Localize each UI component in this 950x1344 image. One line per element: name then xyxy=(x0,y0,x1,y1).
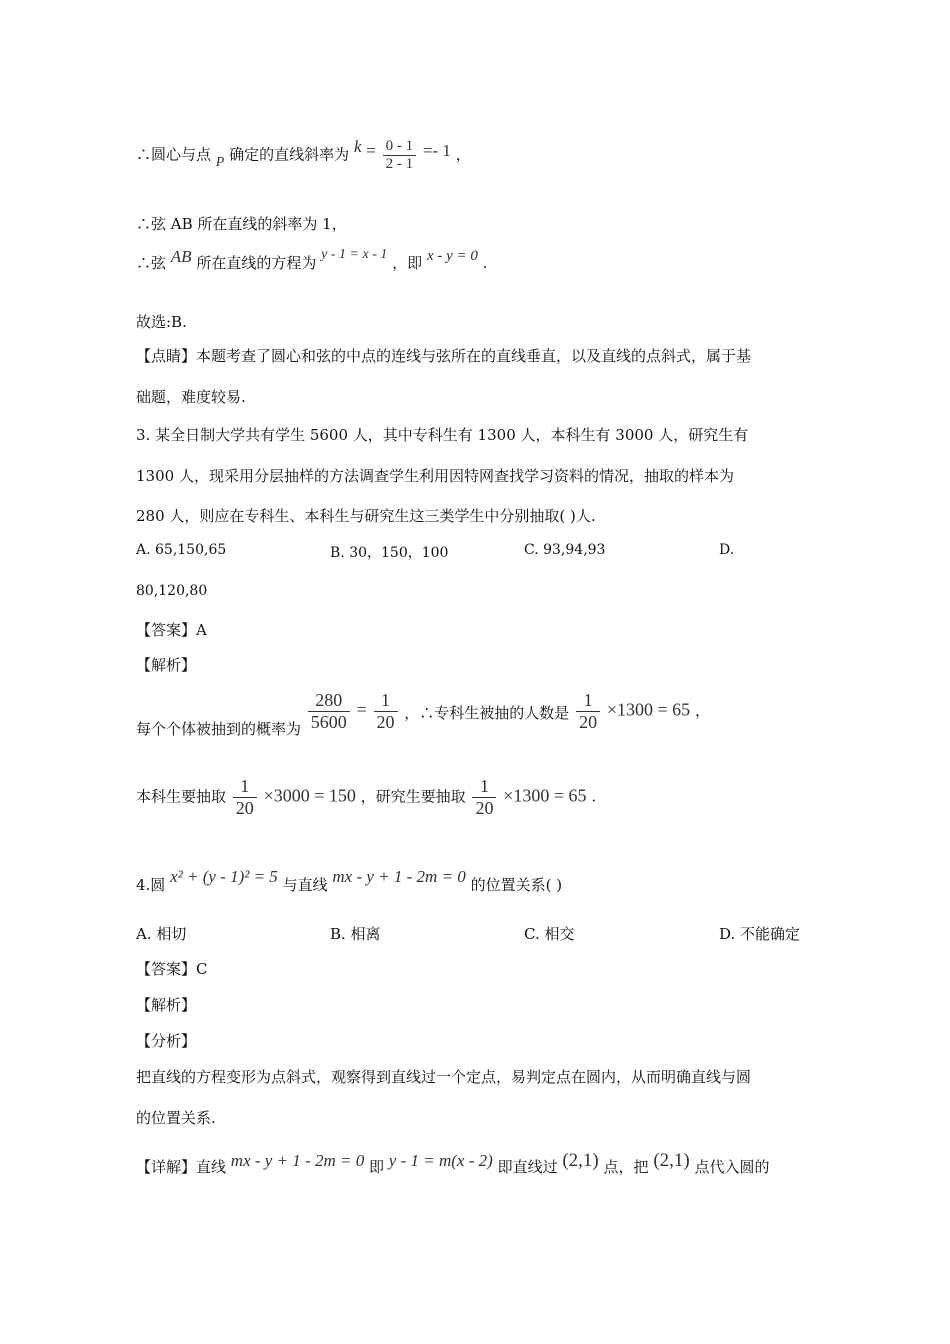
text: 【答案】C xyxy=(136,960,208,978)
q4-answer xyxy=(136,958,207,979)
fraction-numerator: 1 xyxy=(479,776,489,796)
fraction-1-20 xyxy=(374,690,398,733)
text: ，∴专科生被抽的人数是 xyxy=(404,703,570,722)
fraction-slope xyxy=(383,138,417,173)
text: 【解析】 xyxy=(136,996,197,1014)
text: 【解析】 xyxy=(136,656,197,674)
q3-line-1 xyxy=(136,424,748,445)
q3-solution-1 xyxy=(136,690,710,738)
text: 每个个体被抽到的概率为 xyxy=(136,719,302,738)
q4-option-b: B. 相离 xyxy=(330,925,381,943)
fraction-numerator: 1 xyxy=(583,690,593,710)
q4-option-a: A. 相切 xyxy=(136,925,187,943)
text: 的位置关系( ) xyxy=(470,876,563,894)
text: 的位置关系. xyxy=(136,1109,216,1127)
fraction-numerator: 1 xyxy=(240,776,250,796)
fraction-denominator: 5600 xyxy=(308,711,350,733)
remark-line-2 xyxy=(136,386,246,407)
text: ， xyxy=(694,701,710,720)
text: ∴圆心与点 xyxy=(136,145,212,164)
text: 4.圆 xyxy=(136,876,166,894)
text: 【详解】直线 xyxy=(136,1158,227,1176)
text: 280 人，则应在专科生、本科生与研究生这三类学生中分别抽取( )人. xyxy=(136,507,596,525)
math-circle-equation: x² + (y - 1)² = 5 xyxy=(170,867,278,886)
q3-option-d: D. xyxy=(719,542,735,558)
q4-fenxi-line-2 xyxy=(136,1107,216,1128)
text: 【分析】 xyxy=(136,1032,197,1050)
q3-line-3 xyxy=(136,505,596,526)
fraction-1-20 xyxy=(233,776,257,819)
fraction-1-20 xyxy=(472,776,496,819)
remark-line-1 xyxy=(136,345,751,366)
text: ∴弦 AB 所在直线的斜率为 1， xyxy=(136,215,347,233)
text: 【答案】A xyxy=(136,621,207,639)
fraction-denominator: 20 xyxy=(374,711,398,733)
text: ，研究生要抽取 xyxy=(360,787,466,806)
text: 确定的直线斜率为 xyxy=(229,145,350,164)
fraction-numerator: 1 xyxy=(381,690,391,710)
text: 3. 某全日制大学共有学生 5600 人，其中专科生有 1300 人，本科生有 3000 人，研究生有 xyxy=(136,426,749,444)
math-result: ×3000 = 150 xyxy=(263,785,356,806)
text: 故选:B. xyxy=(136,313,187,331)
text: . xyxy=(591,787,597,806)
q3-line-2 xyxy=(136,465,734,486)
text: ， xyxy=(455,145,471,164)
text: 所在直线的方程为 xyxy=(196,254,317,272)
q4-fenxi-label xyxy=(136,1030,196,1051)
choice-line xyxy=(136,311,187,332)
text: 点代入圆的 xyxy=(694,1158,770,1176)
q4-stem xyxy=(136,866,563,894)
math-line-equation: mx - y + 1 - 2m = 0 xyxy=(230,1151,365,1170)
math-eq1: y - 1 = x - 1 xyxy=(321,247,388,262)
q4-fenxi-line-1 xyxy=(136,1066,751,1087)
text: 1300 人，现采用分层抽样的方法调查学生利用因特网查找学习资料的情况，抽取的样本为 xyxy=(136,467,734,485)
q3-option-d-value: 80,120,80 xyxy=(136,583,208,599)
q3-answer xyxy=(136,619,207,640)
q4-option-c: C. 相交 xyxy=(524,925,575,943)
text: 【点睛】本题考查了圆心和弦的中点的连线与弦所在的直线垂直，以及直线的点斜式，属于基 xyxy=(136,347,752,365)
fraction-280-5600 xyxy=(308,690,350,733)
q3-option-c: C. 93,94,93 xyxy=(524,542,606,558)
math-line-equation: mx - y + 1 - 2m = 0 xyxy=(332,867,466,886)
math-eq2: x - y = 0 xyxy=(426,248,478,264)
fraction-denominator: 20 xyxy=(472,797,496,819)
chord-equation-line xyxy=(136,247,488,273)
q3-option-a: A. 65,150,65 xyxy=(136,542,227,558)
text: 即直线过 xyxy=(497,1158,558,1176)
math-eq: = xyxy=(356,699,367,720)
text: 把直线的方程变形为点斜式，观察得到直线过一个定点，易判定点在圆内，从而明确直线与圆 xyxy=(136,1068,752,1086)
q4-option-d: D. 不能确定 xyxy=(719,925,801,943)
slope-line xyxy=(136,138,471,173)
text: 本科生要抽取 xyxy=(136,787,227,806)
text: . xyxy=(482,254,488,272)
fraction-denominator: 20 xyxy=(233,797,257,819)
math-point-slope: y - 1 = m(x - 2) xyxy=(388,1151,493,1170)
fraction-numerator: 280 xyxy=(315,690,343,710)
math-point: (2,1) xyxy=(653,1150,690,1171)
math-k: k xyxy=(353,136,362,156)
math-result: ×1300 = 65 xyxy=(503,785,587,806)
text: ，即 xyxy=(392,254,423,272)
q4-analysis-label xyxy=(136,994,196,1015)
text: ∴弦 xyxy=(136,254,167,272)
text: 即 xyxy=(369,1158,385,1176)
math-result: ×1300 = 65 xyxy=(606,699,691,720)
chord-slope-line xyxy=(136,213,347,234)
fraction-denominator: 20 xyxy=(576,711,600,733)
q4-detail xyxy=(136,1150,770,1176)
math-p: P xyxy=(215,154,225,170)
math-result: =- 1 xyxy=(422,140,451,160)
math-eq: = xyxy=(366,140,376,160)
q3-solution-2 xyxy=(136,776,596,819)
text: 点，把 xyxy=(603,1158,649,1176)
fraction-denominator: 2 - 1 xyxy=(383,155,417,173)
math-point: (2,1) xyxy=(562,1150,599,1171)
text: 础题，难度较易. xyxy=(136,388,246,406)
fraction-numerator: 0 - 1 xyxy=(385,138,414,154)
q3-analysis-label xyxy=(136,654,196,675)
fraction-1-20 xyxy=(576,690,600,733)
math-ab: AB xyxy=(170,247,192,266)
q3-option-b: B. 30，150，100 xyxy=(330,545,449,561)
text: 与直线 xyxy=(282,876,328,894)
